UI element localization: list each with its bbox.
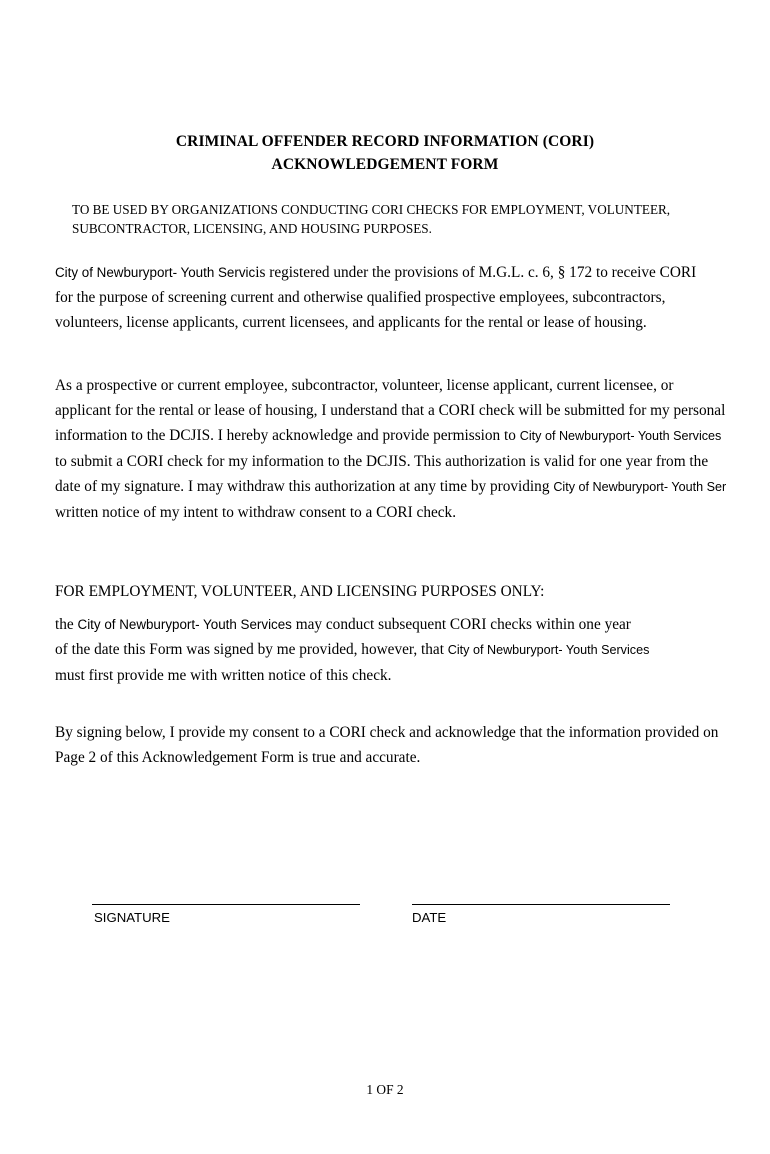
paragraph-signature-line-1: By signing below, I provide my consent to a CORI check and acknowledge that the information provided on xyxy=(55,724,719,741)
paragraph-consent-line-5 xyxy=(55,474,727,500)
paragraph-subsequent-line-2 xyxy=(55,637,727,663)
section-employment-heading: FOR EMPLOYMENT, VOLUNTEER, AND LICENSING PURPOSES ONLY: xyxy=(55,583,545,600)
paragraph-registration-line-1 xyxy=(55,260,727,285)
paragraph-signature-consent xyxy=(55,720,727,770)
paragraph-consent-line-3 xyxy=(55,423,727,449)
paragraph-subsequent-line-1 xyxy=(55,612,727,637)
paragraph-consent xyxy=(55,373,727,525)
signature-area xyxy=(0,890,770,930)
paragraph-consent-line-4: to submit a CORI check for my information to the DCJIS. This authorization is valid for one year from the xyxy=(55,453,709,470)
paragraph-registration-line-2: for the purpose of screening current and otherwise qualified prospective employees, subcontractors, xyxy=(55,289,666,306)
paragraph-signature-line-2: Page 2 of this Acknowledgement Form is true and accurate. xyxy=(55,749,421,766)
intro-line-1: TO BE USED BY ORGANIZATIONS CONDUCTING CORI CHECKS FOR EMPLOYMENT, VOLUNTEER, xyxy=(72,202,671,217)
intro-paragraph xyxy=(72,200,692,238)
paragraph-consent-line-6: written notice of my intent to withdraw consent to a CORI check. xyxy=(55,504,457,521)
paragraph-subsequent-line-1-suffix: may conduct subsequent CORI checks within one year xyxy=(295,616,631,633)
paragraph-subsequent-line-3: must first provide me with written notice of this check. xyxy=(55,667,392,684)
signature-row xyxy=(0,890,770,930)
paragraph-registration xyxy=(55,260,727,335)
org-name-field-5[interactable]: City of Newburyport- Youth Services xyxy=(447,643,650,657)
paragraph-registration-line-1-text: is registered under the provisions of M.G.L. c. 6, § 172 to receive CORI xyxy=(255,264,697,281)
org-name-field-1[interactable]: City of Newburyport- Youth Servic xyxy=(55,265,256,280)
paragraph-subsequent-checks xyxy=(55,612,727,688)
title-line-1: CRIMINAL OFFENDER RECORD INFORMATION (CORI) xyxy=(175,133,595,150)
date-line[interactable] xyxy=(412,904,670,905)
page-footer: 1 OF 2 xyxy=(366,1082,404,1097)
paragraph-subsequent-line-1-prefix: the xyxy=(55,616,74,633)
org-name-field-3[interactable]: City of Newburyport- Youth Ser xyxy=(553,480,727,494)
org-name-field-4[interactable]: City of Newburyport- Youth Services xyxy=(77,617,292,632)
document-page xyxy=(0,130,770,1154)
paragraph-consent-line-5-text: date of my signature. I may withdraw this authorization at any time by providing xyxy=(55,478,550,495)
signature-line[interactable] xyxy=(92,904,360,905)
title-line-2: ACKNOWLEDGEMENT FORM xyxy=(271,156,499,173)
signature-label: SIGNATURE xyxy=(94,910,170,925)
org-name-field-2[interactable]: City of Newburyport- Youth Services xyxy=(519,429,722,443)
paragraph-consent-line-3-text: information to the DCJIS. I hereby acknowledge and provide permission to xyxy=(55,427,516,444)
paragraph-subsequent-line-2-text: of the date this Form was signed by me provided, however, that xyxy=(55,641,444,658)
paragraph-registration-line-3: volunteers, license applicants, current licensees, and applicants for the rental or lease of housing. xyxy=(55,314,647,331)
paragraph-consent-line-1: As a prospective or current employee, subcontractor, volunteer, license applicant, current licensee, or xyxy=(55,377,674,394)
date-label: DATE xyxy=(412,910,447,925)
document-title xyxy=(0,130,770,176)
document-body xyxy=(55,260,727,770)
intro-line-2: SUBCONTRACTOR, LICENSING, AND HOUSING PURPOSES. xyxy=(72,221,432,236)
paragraph-consent-line-2: applicant for the rental or lease of housing, I understand that a CORI check will be submitted for my personal xyxy=(55,402,726,419)
